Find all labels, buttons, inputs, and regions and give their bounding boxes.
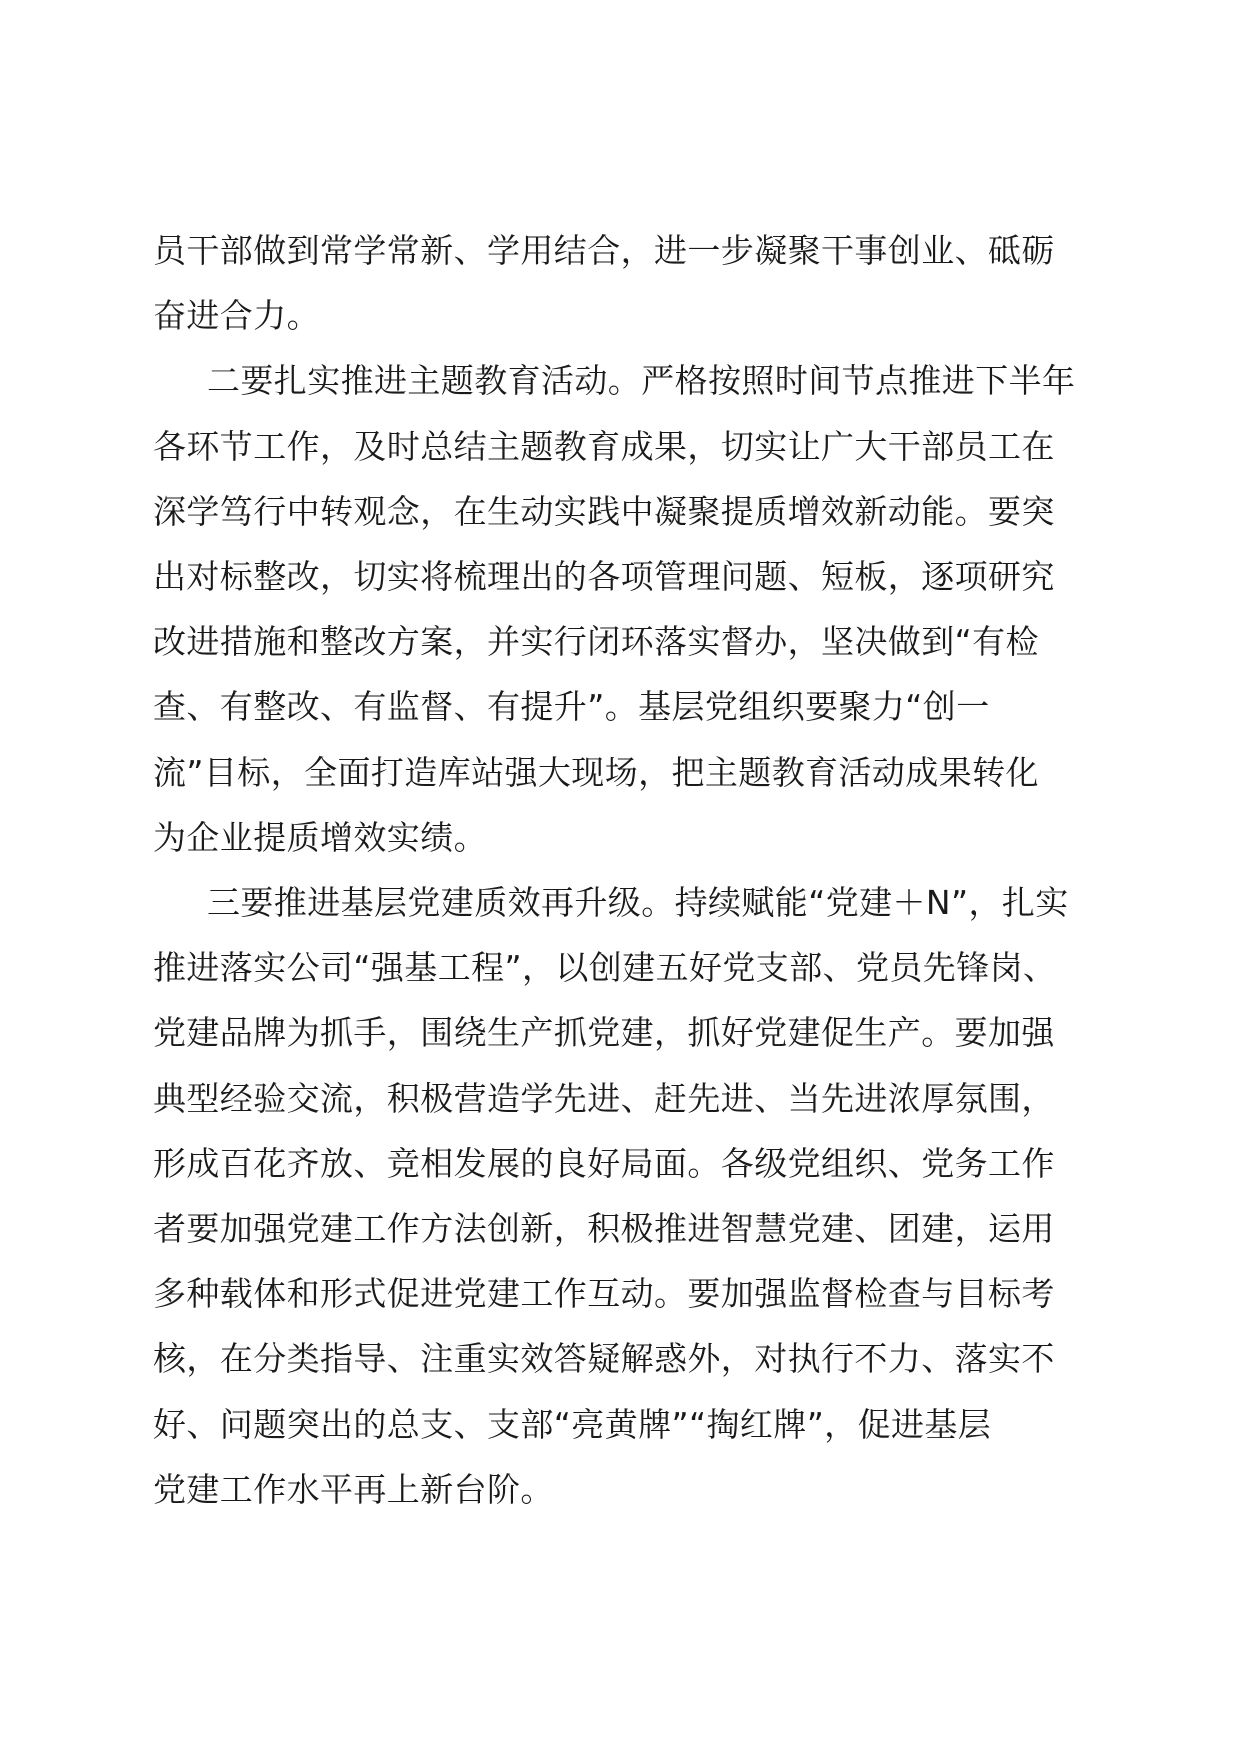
- paragraph-line: 多种载体和形式促进党建工作互动。要加强监督检查与目标考: [153, 1274, 1055, 1314]
- paragraph-line: 党建品牌为抓手，围绕生产抓党建，抓好党建促生产。要加强: [153, 1013, 1055, 1053]
- paragraph-line: 典型经验交流，积极营造学先进、赶先进、当先进浓厚氛围，: [153, 1078, 1055, 1118]
- paragraph-line: 好、问题突出的总支、支部“亮黄牌”“掏红牌”，促进基层: [153, 1404, 992, 1444]
- paragraph-line: 各环节工作，及时总结主题教育成果，切实让广大干部员工在: [153, 426, 1055, 466]
- paragraph-line: 者要加强党建工作方法创新，积极推进智慧党建、团建，运用: [153, 1209, 1055, 1249]
- paragraph-line: 查、有整改、有监督、有提升”。基层党组织要聚力“创一: [153, 687, 990, 727]
- paragraph-line: 党建工作水平再上新台阶。: [153, 1469, 554, 1509]
- paragraph-1: [153, 218, 1093, 348]
- paragraph-line: 核，在分类指导、注重实效答疑解惑外，对执行不力、落实不: [153, 1339, 1055, 1379]
- paragraph-line: 员干部做到常学常新、学用结合，进一步凝聚干事创业、砥砺: [153, 231, 1055, 270]
- paragraph-line: 改进措施和整改方案，并实行闭环落实督办，坚决做到“有检: [153, 622, 1039, 662]
- paragraph-2: [153, 348, 1093, 870]
- paragraph-line: 推进落实公司“强基工程”，以创建五好党支部、党员先锋岗、: [153, 948, 1057, 988]
- paragraph-line: 奋进合力。: [153, 296, 320, 336]
- paragraph-line: 形成百花齐放、竞相发展的良好局面。各级党组织、党务工作: [153, 1143, 1055, 1183]
- paragraph-line: 为企业提质增效实绩。: [153, 817, 487, 857]
- paragraph-line: 三要推进基层党建质效再升级。持续赋能“党建＋N”，扎实: [207, 883, 1069, 923]
- paragraph-line: 深学笃行中转观念，在生动实践中凝聚提质增效新动能。要突: [153, 491, 1055, 531]
- paragraph-line: 出对标整改，切实将梳理出的各项管理问题、短板，逐项研究: [153, 557, 1055, 597]
- paragraph-line: 二要扎实推进主题教育活动。严格按照时间节点推进下半年: [207, 361, 1076, 401]
- body-text: [153, 218, 1093, 1522]
- paragraph-3: [153, 870, 1093, 1522]
- paragraph-line: 流”目标，全面打造库站强大现场，把主题教育活动成果转化: [153, 752, 1039, 792]
